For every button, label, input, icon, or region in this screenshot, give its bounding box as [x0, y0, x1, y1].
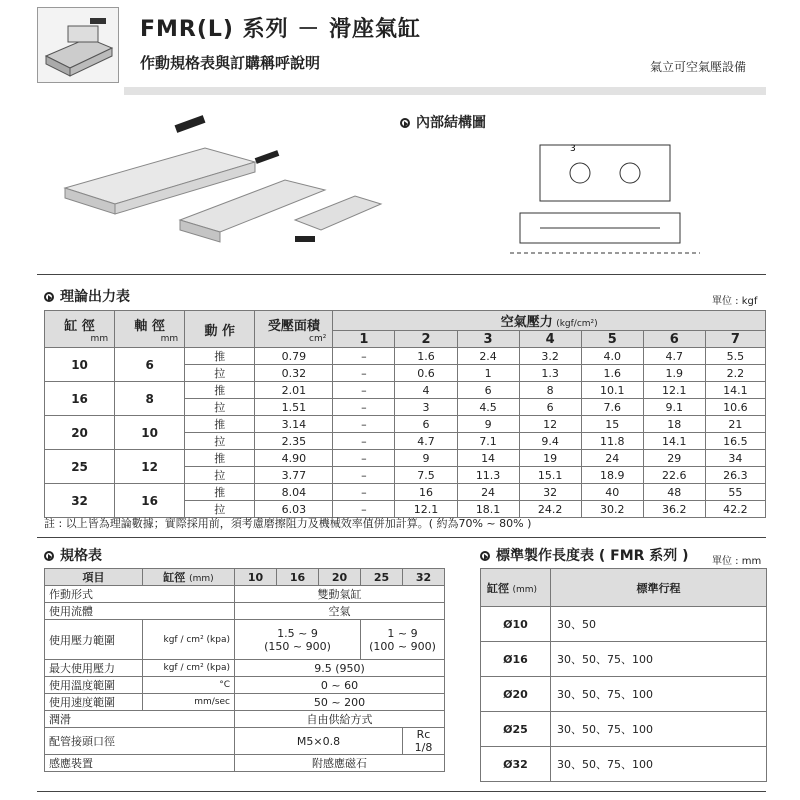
force-action-cell: 推 — [185, 450, 255, 467]
force-table-heading: 理論出力表 — [44, 286, 130, 306]
force-value-cell: 24 — [581, 450, 643, 467]
force-table-body — [45, 348, 766, 518]
pressure-header: 空氣壓力 (kgf/cm²) — [333, 311, 766, 331]
force-action-cell: 拉 — [185, 467, 255, 484]
stroke-table-unit: 單位 : mm — [712, 556, 762, 567]
force-row-push — [45, 484, 766, 501]
section-bullet-icon — [44, 292, 54, 302]
pressure-col-5: 5 — [581, 331, 643, 348]
spec-bore-32: 32 — [403, 569, 445, 586]
force-value-cell: 12.1 — [643, 382, 705, 399]
stroke-table — [480, 568, 767, 782]
area-header: 受壓面積 cm² — [255, 311, 333, 348]
force-bore-cell: 25 — [45, 450, 115, 484]
force-row-push — [45, 416, 766, 433]
product-thumbnail — [37, 7, 119, 83]
force-value-cell: 21 — [705, 416, 765, 433]
spec-row-temperature: 使用溫度範圍 °C 0 ~ 60 — [45, 677, 445, 694]
spec-row-action-type: 作動形式 雙動氣缸 — [45, 586, 445, 603]
force-value-cell: 10.1 — [581, 382, 643, 399]
force-value-cell: – — [333, 382, 395, 399]
spec-row-speed: 使用速度範圍 mm/sec 50 ~ 200 — [45, 694, 445, 711]
force-value-cell: 2.2 — [705, 365, 765, 382]
section-divider — [37, 537, 766, 538]
spec-row-port: 配管接頭口徑 M5×0.8 Rc 1/8 — [45, 728, 445, 755]
force-value-cell: 24 — [457, 484, 519, 501]
force-value-cell: 1.6 — [395, 348, 457, 365]
spec-item-header: 項目 — [45, 569, 143, 586]
force-bore-cell: 20 — [45, 416, 115, 450]
force-value-cell: 14 — [457, 450, 519, 467]
force-value-cell: 6 — [519, 399, 581, 416]
force-value-cell: 0.32 — [255, 365, 333, 382]
force-value-cell: 6 — [457, 382, 519, 399]
force-value-cell: 6.03 — [255, 501, 333, 518]
structure-drawing — [510, 133, 700, 263]
force-value-cell: 30.2 — [581, 501, 643, 518]
stroke-values-cell: 30、50、75、100 — [551, 642, 767, 677]
force-rod-cell: 16 — [115, 484, 185, 518]
stroke-bore-cell: Ø20 — [481, 677, 551, 712]
force-value-cell: 1.51 — [255, 399, 333, 416]
dimension-label: 3 — [570, 144, 576, 154]
force-value-cell: 9 — [395, 450, 457, 467]
force-value-cell: 14.1 — [705, 382, 765, 399]
force-action-cell: 推 — [185, 416, 255, 433]
structure-heading: 內部結構圖 — [400, 112, 486, 132]
force-value-cell: 9 — [457, 416, 519, 433]
header-band — [124, 87, 766, 95]
stroke-bore-cell: Ø10 — [481, 607, 551, 642]
page-subtitle: 作動規格表與訂購稱呼說明 — [140, 54, 321, 72]
force-value-cell: 8.04 — [255, 484, 333, 501]
stroke-values-cell: 30、50、75、100 — [551, 677, 767, 712]
force-value-cell: 40 — [581, 484, 643, 501]
force-value-cell: 5.5 — [705, 348, 765, 365]
force-value-cell: 1.6 — [581, 365, 643, 382]
spec-table — [44, 568, 445, 772]
force-value-cell: – — [333, 365, 395, 382]
force-value-cell: 29 — [643, 450, 705, 467]
rod-header: 軸 徑 mm — [115, 311, 185, 348]
force-value-cell: 11.3 — [457, 467, 519, 484]
stroke-row — [481, 747, 767, 782]
force-value-cell: 1.9 — [643, 365, 705, 382]
force-value-cell: 7.5 — [395, 467, 457, 484]
force-value-cell: – — [333, 399, 395, 416]
force-action-cell: 拉 — [185, 399, 255, 416]
vendor-name: 氣立可空氣壓設備 — [650, 60, 747, 74]
stroke-values-cell: 30、50、75、100 — [551, 712, 767, 747]
force-value-cell: 18.9 — [581, 467, 643, 484]
force-value-cell: 1.3 — [519, 365, 581, 382]
force-value-cell: 2.01 — [255, 382, 333, 399]
force-row-push — [45, 382, 766, 399]
force-value-cell: 4.7 — [395, 433, 457, 450]
force-action-cell: 推 — [185, 484, 255, 501]
force-value-cell: 3.2 — [519, 348, 581, 365]
stroke-bore-header: 缸徑 (mm) — [481, 569, 551, 607]
force-value-cell: 2.4 — [457, 348, 519, 365]
force-value-cell: 3.14 — [255, 416, 333, 433]
stroke-values-cell: 30、50 — [551, 607, 767, 642]
force-table — [44, 310, 766, 518]
force-value-cell: 6 — [395, 416, 457, 433]
pressure-col-6: 6 — [643, 331, 705, 348]
force-value-cell: 9.1 — [643, 399, 705, 416]
spec-row-max-pressure: 最大使用壓力 kgf / cm² (kpa) 9.5 (950) — [45, 660, 445, 677]
force-value-cell: 4 — [395, 382, 457, 399]
spec-row-sensor: 感應裝置 附感應磁石 — [45, 755, 445, 772]
section-bullet-icon — [44, 551, 54, 561]
section-divider — [37, 274, 766, 275]
force-value-cell: 34 — [705, 450, 765, 467]
force-value-cell: 15 — [581, 416, 643, 433]
force-value-cell: – — [333, 450, 395, 467]
force-value-cell: 1 — [457, 365, 519, 382]
spec-row-pressure: 使用壓力範圍 kgf / cm² (kpa) 1.5 ~ 9 (150 ~ 900) 1 ~ 9 (100 ~ 900) — [45, 620, 445, 660]
section-bullet-icon — [480, 551, 490, 561]
force-value-cell: 18.1 — [457, 501, 519, 518]
force-value-cell: – — [333, 467, 395, 484]
force-value-cell: 11.8 — [581, 433, 643, 450]
bottom-divider — [37, 791, 766, 792]
spec-bore-header: 缸徑 (mm) — [143, 569, 235, 586]
force-value-cell: 15.1 — [519, 467, 581, 484]
stroke-bore-cell: Ø25 — [481, 712, 551, 747]
pressure-col-3: 3 — [457, 331, 519, 348]
force-value-cell: 42.2 — [705, 501, 765, 518]
force-value-cell: 8 — [519, 382, 581, 399]
force-value-cell: 4.90 — [255, 450, 333, 467]
stroke-row — [481, 642, 767, 677]
force-value-cell: – — [333, 501, 395, 518]
force-value-cell: 3.77 — [255, 467, 333, 484]
force-value-cell: 10.6 — [705, 399, 765, 416]
pressure-col-7: 7 — [705, 331, 765, 348]
pressure-col-1: 1 — [333, 331, 395, 348]
force-action-cell: 拉 — [185, 365, 255, 382]
force-value-cell: 12 — [519, 416, 581, 433]
spec-bore-10: 10 — [235, 569, 277, 586]
stroke-table-body — [481, 607, 767, 782]
force-value-cell: 55 — [705, 484, 765, 501]
spec-bore-25: 25 — [361, 569, 403, 586]
force-value-cell: 9.4 — [519, 433, 581, 450]
section-bullet-icon — [400, 118, 410, 128]
spec-row-lubrication: 潤滑 自由供給方式 — [45, 711, 445, 728]
force-row-push — [45, 450, 766, 467]
stroke-row — [481, 677, 767, 712]
stroke-row — [481, 712, 767, 747]
bore-header: 缸 徑 mm — [45, 311, 115, 348]
stroke-row — [481, 607, 767, 642]
stroke-header: 標準行程 — [551, 569, 767, 607]
force-rod-cell: 8 — [115, 382, 185, 416]
force-value-cell: 0.79 — [255, 348, 333, 365]
force-value-cell: – — [333, 348, 395, 365]
force-value-cell: 26.3 — [705, 467, 765, 484]
force-bore-cell: 10 — [45, 348, 115, 382]
force-rod-cell: 12 — [115, 450, 185, 484]
force-value-cell: 22.6 — [643, 467, 705, 484]
force-bore-cell: 16 — [45, 382, 115, 416]
force-value-cell: – — [333, 433, 395, 450]
product-photo — [55, 110, 385, 260]
force-value-cell: 0.6 — [395, 365, 457, 382]
force-value-cell: 7.6 — [581, 399, 643, 416]
force-value-cell: 4.5 — [457, 399, 519, 416]
force-value-cell: 32 — [519, 484, 581, 501]
force-value-cell: – — [333, 484, 395, 501]
stroke-table-heading: 標準製作長度表 ( FMR 系列 ) — [480, 545, 689, 565]
stroke-values-cell: 30、50、75、100 — [551, 747, 767, 782]
force-value-cell: 3 — [395, 399, 457, 416]
force-bore-cell: 32 — [45, 484, 115, 518]
page-title: FMR(L) 系列 － 滑座氣缸 — [140, 17, 421, 42]
spec-table-heading: 規格表 — [44, 545, 102, 565]
force-rod-cell: 6 — [115, 348, 185, 382]
force-value-cell: 18 — [643, 416, 705, 433]
spec-row-fluid: 使用流體 空氣 — [45, 603, 445, 620]
force-value-cell: 19 — [519, 450, 581, 467]
force-value-cell: 36.2 — [643, 501, 705, 518]
stroke-bore-cell: Ø32 — [481, 747, 551, 782]
force-value-cell: 4.7 — [643, 348, 705, 365]
force-action-cell: 拉 — [185, 501, 255, 518]
force-value-cell: 16.5 — [705, 433, 765, 450]
spec-bore-20: 20 — [319, 569, 361, 586]
force-value-cell: 4.0 — [581, 348, 643, 365]
force-value-cell: 14.1 — [643, 433, 705, 450]
force-action-cell: 推 — [185, 382, 255, 399]
force-value-cell: 48 — [643, 484, 705, 501]
spec-bore-16: 16 — [277, 569, 319, 586]
force-row-push — [45, 348, 766, 365]
force-value-cell: 2.35 — [255, 433, 333, 450]
pressure-col-4: 4 — [519, 331, 581, 348]
force-action-cell: 拉 — [185, 433, 255, 450]
force-value-cell: – — [333, 416, 395, 433]
force-value-cell: 24.2 — [519, 501, 581, 518]
stroke-bore-cell: Ø16 — [481, 642, 551, 677]
force-value-cell: 12.1 — [395, 501, 457, 518]
force-rod-cell: 10 — [115, 416, 185, 450]
force-value-cell: 16 — [395, 484, 457, 501]
pressure-col-2: 2 — [395, 331, 457, 348]
force-table-unit: 單位 : kgf — [712, 296, 758, 307]
action-header: 動 作 — [185, 311, 255, 348]
force-action-cell: 推 — [185, 348, 255, 365]
force-value-cell: 7.1 — [457, 433, 519, 450]
force-table-note: 註 : 以上皆為理論數據；實際採用前，須考慮磨擦阻力及機械效率值併加計算。( 約為70% ~ 80% ) — [44, 517, 532, 530]
